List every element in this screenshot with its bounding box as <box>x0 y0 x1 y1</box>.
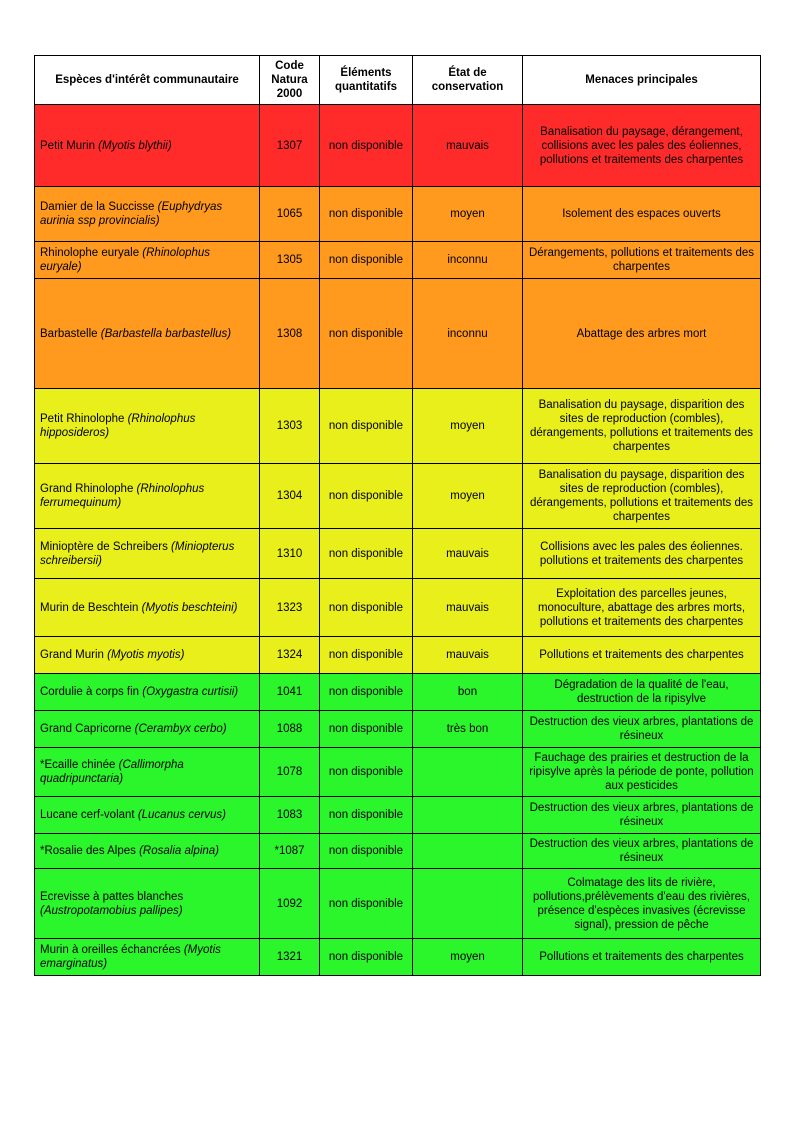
table-row <box>35 939 761 976</box>
cell-species <box>35 834 260 869</box>
cell-conservation-state <box>413 869 523 939</box>
cell-threats: Colmatage des lits de rivière, pollutions,prélèvements d'eau des rivières, présence d'espèces invasives (écrevisse signal), pression de pêche <box>523 869 761 939</box>
cell-conservation-state <box>413 748 523 797</box>
cell-code-natura: 1065 <box>260 187 320 242</box>
cell-threats: Isolement des espaces ouverts <box>523 187 761 242</box>
cell-code-natura: 1041 <box>260 674 320 711</box>
species-common-name: *Ecaille chinée <box>40 759 119 772</box>
species-scientific-name: (Oxygastra curtisii) <box>142 686 239 699</box>
cell-species <box>35 748 260 797</box>
species-common-name: Cordulie à corps fin <box>40 686 143 699</box>
cell-code-natura: 1324 <box>260 637 320 674</box>
cell-code-natura: *1087 <box>260 834 320 869</box>
cell-quantitative: non disponible <box>320 279 413 389</box>
cell-quantitative: non disponible <box>320 579 413 637</box>
species-common-name: Grand Rhinolophe <box>40 483 137 496</box>
table-row <box>35 674 761 711</box>
cell-species <box>35 464 260 529</box>
cell-species <box>35 105 260 187</box>
column-header-code: Code Natura 2000 <box>260 56 320 105</box>
cell-quantitative: non disponible <box>320 711 413 748</box>
cell-quantitative: non disponible <box>320 105 413 187</box>
cell-conservation-state: moyen <box>413 464 523 529</box>
species-scientific-name: (Euphydryas aurinia ssp provincialis) <box>40 201 223 228</box>
cell-code-natura: 1307 <box>260 105 320 187</box>
cell-quantitative: non disponible <box>320 834 413 869</box>
table-row <box>35 579 761 637</box>
cell-threats: Dérangements, pollutions et traitements des charpentes <box>523 242 761 279</box>
cell-threats: Pollutions et traitements des charpentes <box>523 939 761 976</box>
species-scientific-name: (Callimorpha quadripunctaria) <box>40 759 184 786</box>
cell-conservation-state <box>413 834 523 869</box>
species-scientific-name: (Myotis beschteini) <box>141 601 238 614</box>
species-common-name: Lucane cerf-volant <box>40 809 138 822</box>
table-row <box>35 711 761 748</box>
cell-species <box>35 389 260 464</box>
column-header-quantitative: Éléments quantitatifs <box>320 56 413 105</box>
table-row <box>35 105 761 187</box>
column-header-species: Espèces d'intérêt communautaire <box>35 56 260 105</box>
table-row <box>35 748 761 797</box>
species-scientific-name: (Rosalia alpina) <box>139 845 219 858</box>
cell-quantitative: non disponible <box>320 637 413 674</box>
cell-quantitative: non disponible <box>320 939 413 976</box>
cell-code-natura: 1305 <box>260 242 320 279</box>
cell-conservation-state: inconnu <box>413 242 523 279</box>
species-common-name: Rhinolophe euryale <box>40 247 143 260</box>
cell-species <box>35 869 260 939</box>
cell-species <box>35 674 260 711</box>
cell-species <box>35 279 260 389</box>
cell-code-natura: 1323 <box>260 579 320 637</box>
cell-threats: Destruction des vieux arbres, plantations de résineux <box>523 797 761 834</box>
cell-quantitative: non disponible <box>320 869 413 939</box>
species-common-name: Minioptère de Schreibers <box>40 540 172 553</box>
cell-conservation-state <box>413 797 523 834</box>
table-row <box>35 869 761 939</box>
cell-species <box>35 939 260 976</box>
cell-threats: Banalisation du paysage, disparition des sites de reproduction (combles), dérangements, pollutions et traitements des charpentes <box>523 464 761 529</box>
cell-conservation-state: bon <box>413 674 523 711</box>
species-common-name: Murin à oreilles échancrées <box>40 944 184 957</box>
cell-conservation-state: inconnu <box>413 279 523 389</box>
species-scientific-name: (Barbastella barbastellus) <box>100 327 232 340</box>
table-row <box>35 529 761 579</box>
species-scientific-name: (Myotis emarginatus) <box>40 944 221 971</box>
table-row <box>35 637 761 674</box>
species-common-name: Murin de Beschtein <box>40 601 142 614</box>
cell-threats: Dégradation de la qualité de l'eau, destruction de la ripisylve <box>523 674 761 711</box>
cell-code-natura: 1303 <box>260 389 320 464</box>
cell-threats: Fauchage des prairies et destruction de la ripisylve après la période de ponte, pollution aux pesticides <box>523 748 761 797</box>
cell-code-natura: 1308 <box>260 279 320 389</box>
cell-code-natura: 1310 <box>260 529 320 579</box>
cell-code-natura: 1092 <box>260 869 320 939</box>
cell-threats: Exploitation des parcelles jeunes, monoculture, abattage des arbres morts, pollutions et traitements des charpentes <box>523 579 761 637</box>
cell-quantitative: non disponible <box>320 242 413 279</box>
species-scientific-name: (Rhinolophus euryale) <box>40 247 211 274</box>
table-row <box>35 389 761 464</box>
species-scientific-name: (Myotis blythii) <box>98 139 172 152</box>
species-common-name: Grand Murin <box>40 649 108 662</box>
cell-quantitative: non disponible <box>320 187 413 242</box>
table-row <box>35 279 761 389</box>
cell-conservation-state: très bon <box>413 711 523 748</box>
cell-conservation-state: moyen <box>413 389 523 464</box>
cell-quantitative: non disponible <box>320 529 413 579</box>
cell-threats: Destruction des vieux arbres, plantations de résineux <box>523 711 761 748</box>
cell-species <box>35 187 260 242</box>
species-scientific-name: (Lucanus cervus) <box>137 809 227 822</box>
cell-conservation-state: mauvais <box>413 637 523 674</box>
table-row <box>35 834 761 869</box>
table-header-row <box>35 56 761 105</box>
species-common-name: Barbastelle <box>40 327 101 340</box>
cell-conservation-state: mauvais <box>413 529 523 579</box>
species-common-name: Petit Rhinolophe <box>40 413 128 426</box>
cell-conservation-state: moyen <box>413 939 523 976</box>
species-table <box>34 55 761 976</box>
cell-threats: Banalisation du paysage, dérangement, collisions avec les pales des éoliennes, pollutions et traitements des charpentes <box>523 105 761 187</box>
species-common-name: Petit Murin <box>40 139 99 152</box>
species-scientific-name: (Myotis myotis) <box>107 649 185 662</box>
cell-species <box>35 797 260 834</box>
cell-threats: Pollutions et traitements des charpentes <box>523 637 761 674</box>
cell-quantitative: non disponible <box>320 748 413 797</box>
cell-species <box>35 637 260 674</box>
cell-conservation-state: moyen <box>413 187 523 242</box>
table-row <box>35 242 761 279</box>
species-scientific-name: (Miniopterus schreibersii) <box>40 540 235 567</box>
cell-code-natura: 1304 <box>260 464 320 529</box>
cell-code-natura: 1321 <box>260 939 320 976</box>
cell-species <box>35 579 260 637</box>
cell-conservation-state: mauvais <box>413 105 523 187</box>
cell-threats: Banalisation du paysage, disparition des sites de reproduction (combles), dérangements, pollutions et traitements des charpentes <box>523 389 761 464</box>
species-common-name: Grand Capricorne <box>40 723 135 736</box>
table-header <box>35 56 761 105</box>
species-scientific-name: (Rhinolophus hipposideros) <box>40 413 196 440</box>
table-row <box>35 464 761 529</box>
species-common-name: *Rosalie des Alpes <box>40 845 140 858</box>
species-common-name: Damier de la Succisse <box>40 201 158 214</box>
cell-code-natura: 1078 <box>260 748 320 797</box>
cell-quantitative: non disponible <box>320 797 413 834</box>
cell-species <box>35 711 260 748</box>
cell-threats: Abattage des arbres mort <box>523 279 761 389</box>
table-body <box>35 105 761 976</box>
cell-species <box>35 242 260 279</box>
cell-quantitative: non disponible <box>320 674 413 711</box>
cell-code-natura: 1088 <box>260 711 320 748</box>
cell-quantitative: non disponible <box>320 464 413 529</box>
species-common-name: Ecrevisse à pattes blanches <box>40 890 184 903</box>
column-header-threats: Menaces principales <box>523 56 761 105</box>
cell-species <box>35 529 260 579</box>
species-scientific-name: (Rhinolophus ferrumequinum) <box>40 483 205 510</box>
species-scientific-name: (Cerambyx cerbo) <box>134 723 227 736</box>
cell-threats: Collisions avec les pales des éoliennes. pollutions et traitements des charpentes <box>523 529 761 579</box>
species-scientific-name: (Austropotamobius pallipes) <box>40 904 183 917</box>
cell-code-natura: 1083 <box>260 797 320 834</box>
cell-conservation-state: mauvais <box>413 579 523 637</box>
table-row <box>35 797 761 834</box>
column-header-conservation: État de conservation <box>413 56 523 105</box>
cell-threats: Destruction des vieux arbres, plantations de résineux <box>523 834 761 869</box>
table-row <box>35 187 761 242</box>
cell-quantitative: non disponible <box>320 389 413 464</box>
